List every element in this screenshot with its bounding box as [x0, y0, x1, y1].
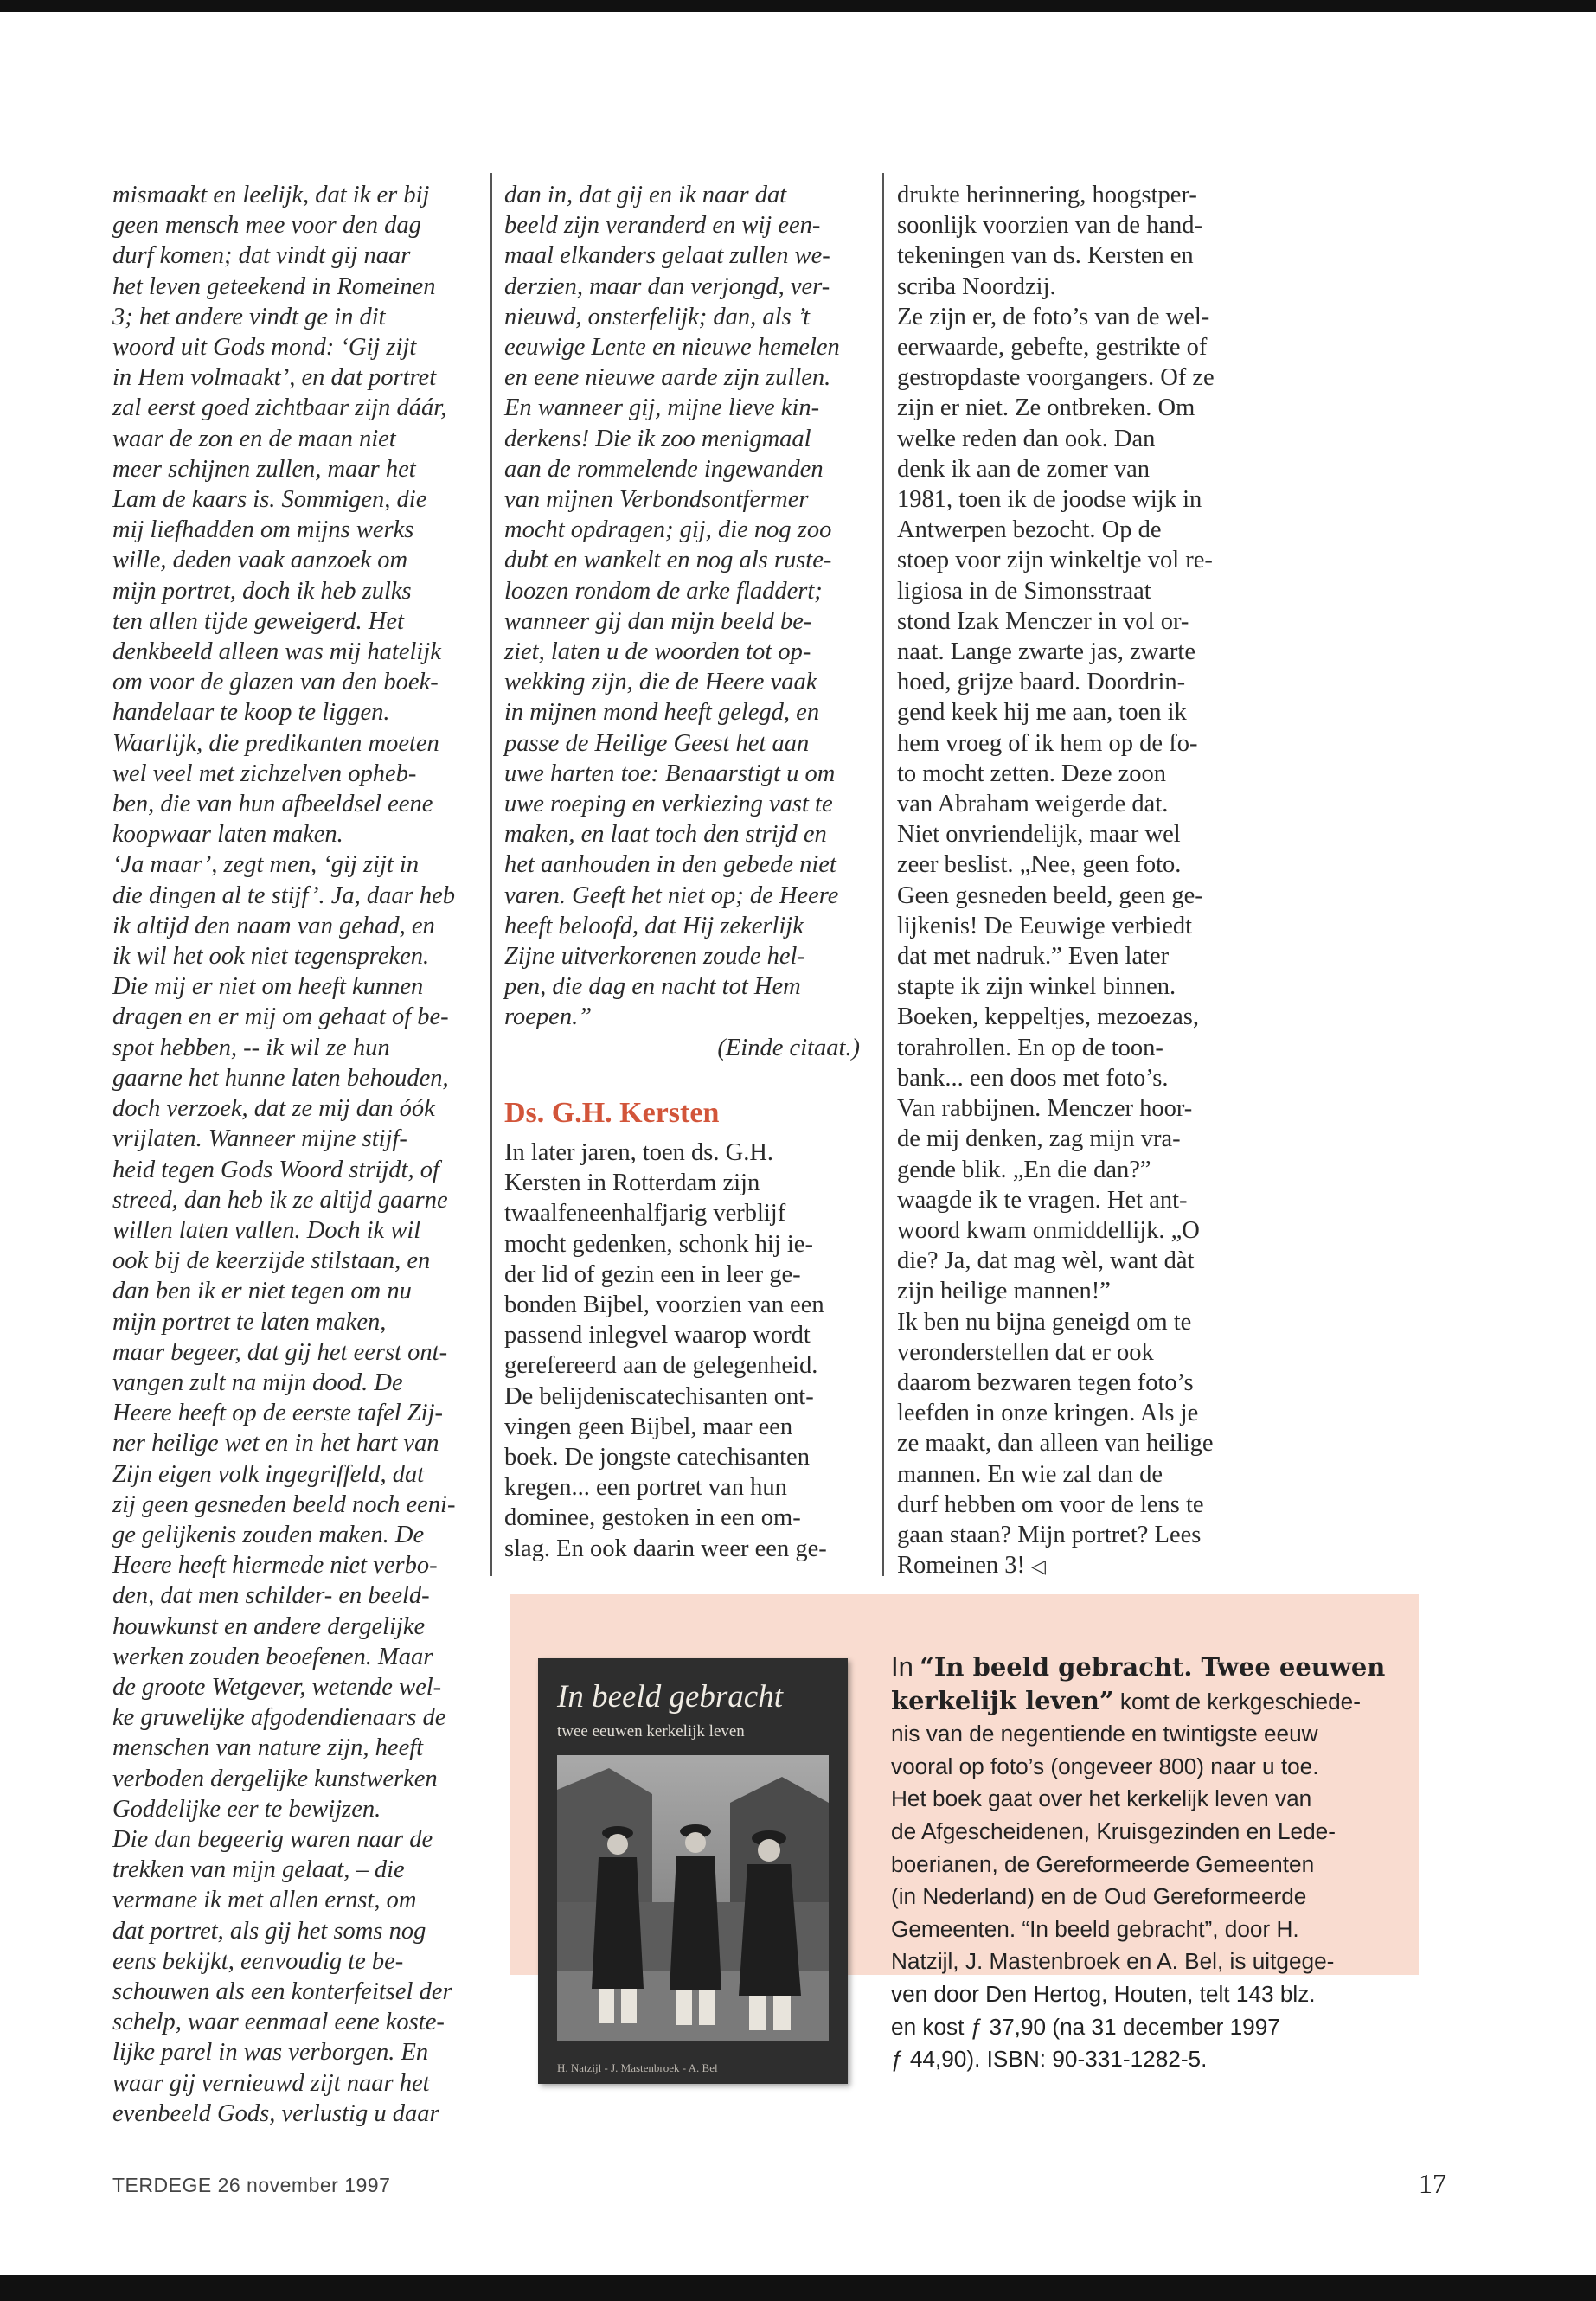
text-line: dominee, gestoken in een om-	[504, 1504, 801, 1532]
text-line: mannen. En wie zal dan de	[897, 1460, 1163, 1488]
quote-line: beeld zijn veranderd en wij een-	[504, 212, 821, 240]
text-line: vermane ik met allen ernst, om	[112, 1887, 417, 1914]
text-line: gestropdaste voorgangers. Of ze	[897, 364, 1215, 392]
quote-line: aan de rommelende ingewanden	[504, 455, 824, 483]
book-description	[891, 1650, 1401, 2076]
text-line: stoep voor zijn winkeltje vol re-	[897, 547, 1213, 574]
quote-line: En wanneer gij, mijne lieve kin-	[504, 394, 820, 422]
text-line: gerefereerd aan de gelegenheid.	[504, 1352, 818, 1380]
text-line: Van rabbijnen. Menczer hoor-	[897, 1095, 1193, 1123]
text-line: ben, die van hun afbeeldsel eene	[112, 791, 433, 818]
text-line: veronderstellen dat er ook	[897, 1338, 1154, 1366]
text-line: handelaar te koop te liggen.	[112, 699, 390, 727]
text-line: Zijn eigen volk ingegriffeld, dat	[112, 1460, 425, 1488]
text-line: In later jaren, toen ds. G.H.	[504, 1138, 774, 1166]
text-line: gende blik. „En die dan?”	[897, 1156, 1151, 1183]
text-line: der lid of gezin een in leer ge-	[504, 1260, 801, 1288]
text-line: de mij denken, zag mijn vra-	[897, 1125, 1181, 1153]
text-line: waar gij vernieuwd zijt naar het	[112, 2069, 430, 2097]
book-description-line: nis van de negentiende en twintigste eeuw	[891, 1721, 1318, 1747]
text-line: verboden dergelijke kunstwerken	[112, 1765, 438, 1792]
text-line: Ik ben nu bijna geneigd om te	[897, 1308, 1192, 1336]
book-cover-title: In beeld gebracht	[557, 1679, 783, 1715]
text-line: Goddelijke eer te bewijzen.	[112, 1795, 381, 1823]
quote-line: passe de Heilige Geest het aan	[504, 729, 810, 757]
quote-line: nieuwd, onsterfelijk; dan, als ’t	[504, 303, 811, 330]
article-column-1	[112, 180, 476, 2129]
quote-line: uwe harten toe: Benaarstigt u om	[504, 760, 836, 787]
text-line: meer schijnen zullen, maar het	[112, 455, 416, 483]
text-line: zijn heilige mannen!”	[897, 1278, 1111, 1305]
text-line: doch verzoek, dat ze mij dan óók	[112, 1095, 435, 1123]
book-description-line: Het boek gaat over het kerkelijk leven van	[891, 1785, 1312, 1812]
text-line: denk ik aan de zomer van	[897, 455, 1150, 483]
text-line: 1981, toen ik de joodse wijk in	[897, 486, 1202, 514]
text-line: woord kwam onmiddellijk. „O	[897, 1216, 1200, 1244]
text-line: gaarne het hunne laten behouden,	[112, 1064, 449, 1092]
text-line: vrijlaten. Wanneer mijne stijf-	[112, 1125, 407, 1153]
text-line: Waarlijk, die predikanten moeten	[112, 729, 439, 757]
text-line: dan ben ik er niet tegen om nu	[112, 1278, 412, 1305]
article-column-2	[504, 180, 872, 1564]
quote-line: wekking zijn, die de Heere vaak	[504, 669, 817, 696]
text-line: lijkenis! De Eeuwige verbiedt	[897, 912, 1193, 939]
quote-line: maal elkanders gelaat zullen we-	[504, 242, 830, 270]
text-line: mismaakt en leelijk, dat ik er bij	[112, 182, 430, 208]
text-line: woord uit Gods mond: ‘Gij zijt	[112, 334, 417, 362]
book-description-line: vooral op foto’s (ongeveer 800) naar u toe.	[891, 1753, 1319, 1779]
text-line: durf hebben om voor de lens te	[897, 1490, 1204, 1518]
publication-footer: TERDEGE 26 november 1997	[112, 2174, 391, 2196]
text-line: Kersten in Rotterdam zijn	[504, 1170, 760, 1197]
text-line: ge gelijkenis zouden maken. De	[112, 1521, 425, 1548]
text-line: Geen gesneden beeld, geen ge-	[897, 881, 1203, 909]
text-line: menschen van nature zijn, heeft	[112, 1734, 424, 1762]
text-line: die? Ja, dat mag wèl, want dàt	[897, 1247, 1195, 1275]
text-line: schouwen als een konterfeitsel der	[112, 1977, 452, 2005]
text-line: zeer beslist. „Nee, geen foto.	[897, 851, 1182, 879]
text-line: het leven geteekend in Romeinen	[112, 272, 436, 300]
quote-line: dan in, dat gij en ik naar dat	[504, 182, 787, 208]
text-line: kregen... een portret van hun	[504, 1474, 787, 1502]
end-of-article-icon: ◁	[1031, 1555, 1047, 1578]
text-line: zij geen gesneden beeld noch eeni-	[112, 1490, 456, 1518]
quote-line: derkens! Die ik zoo menigmaal	[504, 425, 811, 452]
text-line: Antwerpen bezocht. Op de	[897, 516, 1162, 544]
text-line: torahrollen. En op de toon-	[897, 1034, 1163, 1061]
text-line: leefden in onze kringen. Als je	[897, 1400, 1199, 1427]
text-line: Heere heeft hiermede niet verbo-	[112, 1552, 438, 1580]
text-line: vangen zult na mijn dood. De	[112, 1368, 403, 1396]
book-cover-authors: H. Natzijl - J. Mastenbroek - A. Bel	[557, 2061, 718, 2074]
column-divider	[490, 173, 492, 1576]
text-line: gend keek hij me aan, toen ik	[897, 699, 1187, 727]
quote-line: van mijnen Verbondsontfermer	[504, 486, 809, 514]
text-line: ‘Ja maar’, zegt men, ‘gij zijt in	[112, 851, 420, 879]
quote-line: wanneer gij dan mijn beeld be-	[504, 607, 812, 635]
text-line: dat portret, als gij het soms nog	[112, 1917, 426, 1945]
quote-line: roepen.”	[504, 1003, 593, 1031]
text-line: wille, deden vaak aanzoek om	[112, 547, 408, 574]
top-edge-bar	[0, 0, 1596, 12]
text-line: gaan staan? Mijn portret? Lees	[897, 1521, 1202, 1548]
quote-line: mocht opdragen; gij, die nog zoo	[504, 516, 832, 544]
text-line: trekken van mijn gelaat, – die	[112, 1856, 405, 1884]
text-line: Romeinen 3!	[897, 1552, 1026, 1580]
text-line: soonlijk voorzien van de hand-	[897, 212, 1202, 240]
text-line: Die mij er niet om heeft kunnen	[112, 973, 424, 1001]
text-line: van Abraham weigerde dat.	[897, 791, 1169, 818]
text-line: Die dan begeerig waren naar de	[112, 1825, 433, 1853]
text-line: drukte herinnering, hoogstper-	[897, 182, 1197, 208]
book-description-line: boerianen, de Gereformeerde Gemeenten	[891, 1850, 1315, 1877]
text-line: ze maakt, dan alleen van heilige	[897, 1430, 1214, 1458]
text-line: passend inlegvel waarop wordt	[504, 1322, 811, 1349]
text-line: De belijdeniscatechisanten ont-	[504, 1382, 814, 1410]
text-line: scriba Noordzij.	[897, 272, 1056, 300]
text-line: ke gruwelijke afgodendienaars de	[112, 1704, 446, 1732]
text-line: durf komen; dat vindt gij naar	[112, 242, 411, 270]
quote-line: heeft beloofd, dat Hij zekerlijk	[504, 912, 804, 939]
book-description-line: de Afgescheidenen, Kruisgezinden en Lede-	[891, 1817, 1336, 1844]
book-cover-subtitle: twee eeuwen kerkelijk leven	[557, 1722, 745, 1740]
text-line: evenbeeld Gods, verlustig u daar	[112, 2099, 439, 2127]
text-line: 3; het andere vindt ge in dit	[112, 303, 386, 330]
text-line: welke reden dan ook. Dan	[897, 425, 1156, 452]
text-line: houwkunst en andere dergelijke	[112, 1612, 426, 1640]
book-cover-photo	[557, 1755, 829, 2041]
text-line: spot hebben, -- ik wil ze hun	[112, 1034, 390, 1061]
text-line: eens bekijkt, eenvoudig te be-	[112, 1947, 404, 1975]
book-description-line: en kost ƒ 37,90 (na 31 december 1997	[891, 2013, 1280, 2040]
quote-line: Zijne uitverkorenen zoude hel-	[504, 943, 805, 971]
text-line: stapte ik zijn winkel binnen.	[897, 973, 1176, 1001]
text-line: denkbeeld alleen was mij hatelijk	[112, 638, 441, 666]
section-heading: Ds. G.H. Kersten	[504, 1096, 720, 1129]
section-body	[504, 1138, 872, 1564]
book-description-line: komt de kerkgeschiede-	[1119, 1688, 1361, 1715]
quote-continuation	[504, 180, 872, 1033]
text-line: ligiosa in de Simonsstraat	[897, 577, 1151, 605]
text-line: Boeken, keppeltjes, mezoezas,	[897, 1003, 1199, 1031]
text-line: mij liefhadden om mijns werks	[112, 516, 414, 544]
text-line: lijke parel in was verborgen. En	[112, 2039, 429, 2067]
quote-line: eeuwige Lente en nieuwe hemelen	[504, 334, 840, 362]
text-line: hoed, grijze baard. Doordrin-	[897, 669, 1186, 696]
text-line: Lam de kaars is. Sommigen, die	[112, 486, 427, 514]
text-line: schelp, waar eenmaal eene koste-	[112, 2009, 445, 2036]
text-line: stond Izak Menczer in vol or-	[897, 607, 1189, 635]
book-title: “In beeld gebracht. Twee eeuwen kerkelijk leven”	[891, 1652, 1386, 1715]
text-line: mijn portret te laten maken,	[112, 1308, 387, 1336]
text-line	[897, 1550, 1278, 1581]
text-line: willen laten vallen. Doch ik wil	[112, 1216, 421, 1244]
text-line: Ze zijn er, de foto’s van de wel-	[897, 303, 1210, 330]
text-line: heid tegen Gods Woord strijdt, of	[112, 1156, 439, 1183]
text-line: om voor de glazen van den boek-	[112, 669, 439, 696]
text-line: ook bij de keerzijde stilstaan, en	[112, 1247, 431, 1275]
column-divider	[882, 173, 884, 1576]
article-column-3	[897, 180, 1278, 1581]
text-line: twaalfeneenhalfjarig verblijf	[504, 1200, 786, 1227]
text-line: de groote Wetgever, wetende wel-	[112, 1673, 442, 1701]
text-line: maar begeer, dat gij het eerst ont-	[112, 1338, 448, 1366]
text-line: tekeningen van ds. Kersten en	[897, 242, 1194, 270]
book-description-intro: In	[891, 1651, 913, 1682]
book-cover-image	[538, 1658, 848, 2084]
text-line: daarom bezwaren tegen foto’s	[897, 1368, 1194, 1396]
bottom-edge-bar	[0, 2275, 1596, 2301]
text-line: geen mensch mee voor den dag	[112, 212, 421, 240]
quote-end-marker: (Einde citaat.)	[717, 1034, 860, 1061]
text-line: bonden Bijbel, voorzien van een	[504, 1291, 824, 1318]
text-line: dragen en er mij om gehaat of be-	[112, 1003, 449, 1031]
text-line: werken zouden beoefenen. Maar	[112, 1643, 433, 1670]
text-line: hem vroeg of ik hem op de fo-	[897, 729, 1198, 757]
text-line: streed, dan heb ik ze altijd gaarne	[112, 1186, 448, 1214]
text-line: wel veel met zichzelven opheb-	[112, 760, 417, 787]
page-number: 17	[1419, 2168, 1446, 2199]
text-line: naat. Lange zwarte jas, zwarte	[897, 638, 1195, 666]
text-line: mijn portret, doch ik heb zulks	[112, 577, 412, 605]
quote-line: maken, en laat toch den strijd en	[504, 821, 827, 849]
text-line: ik wil het ook niet tegenspreken.	[112, 943, 430, 971]
quote-line: dubt en wankelt en nog als ruste-	[504, 547, 832, 574]
quote-line: varen. Geeft het niet op; de Heere	[504, 881, 839, 909]
quote-line: ziet, laten u de woorden tot op-	[504, 638, 811, 666]
text-line: zal eerst goed zichtbaar zijn dáár,	[112, 394, 447, 422]
text-line: boek. De jongste catechisanten	[504, 1443, 810, 1471]
text-line: ner heilige wet en in het hart van	[112, 1430, 439, 1458]
text-line: dat met nadruk.” Even later	[897, 943, 1170, 971]
quote-line: het aanhouden in den gebede niet	[504, 851, 836, 879]
text-line: bank... een doos met foto’s.	[897, 1064, 1169, 1092]
book-description-line: ƒ 44,90). ISBN: 90-331-1282-5.	[891, 2046, 1208, 2073]
text-line: ik altijd den naam van gehad, en	[112, 912, 435, 939]
quote-line: uwe roeping en verkiezing vast te	[504, 791, 833, 818]
quote-line: en eene nieuwe aarde zijn zullen.	[504, 364, 831, 392]
text-line: in Hem volmaakt’, en dat portret	[112, 364, 437, 392]
book-description-line: ven door Den Hertog, Houten, telt 143 blz.	[891, 1980, 1316, 2007]
text-line: koopwaar laten maken.	[112, 821, 343, 849]
text-line: slag. En ook daarin weer een ge-	[504, 1535, 827, 1562]
text-line: Heere heeft op de eerste tafel Zij-	[112, 1400, 443, 1427]
text-line: zijn er niet. Ze ontbreken. Om	[897, 394, 1195, 422]
book-description-line: (in Nederland) en de Oud Gereformeerde	[891, 1883, 1307, 1910]
book-description-line: Natzijl, J. Mastenbroek en A. Bel, is uitgege-	[891, 1948, 1335, 1975]
book-description-line: Gemeenten. “In beeld gebracht”, door H.	[891, 1915, 1299, 1942]
text-line: ten allen tijde geweigerd. Het	[112, 607, 404, 635]
quote-line: in mijnen mond heeft gelegd, en	[504, 699, 820, 727]
text-line: die dingen al te stijf’. Ja, daar heb	[112, 881, 456, 909]
text-line: waagde ik te vragen. Het ant-	[897, 1186, 1188, 1214]
text-line: vingen geen Bijbel, maar een	[504, 1413, 793, 1440]
text-line: to mocht zetten. Deze zoon	[897, 760, 1166, 787]
quote-line: pen, die dag en nacht tot Hem	[504, 973, 801, 1001]
text-line: eerwaarde, gebefte, gestrikte of	[897, 334, 1208, 362]
text-line: den, dat men schilder- en beeld-	[112, 1582, 430, 1610]
text-line: waar de zon en de maan niet	[112, 425, 396, 452]
text-line: Niet onvriendelijk, maar wel	[897, 821, 1181, 849]
quote-line: derzien, maar dan verjongd, ver-	[504, 272, 830, 300]
text-line: mocht gedenken, schonk hij ie-	[504, 1230, 813, 1258]
quote-line: loozen rondom de arke fladdert;	[504, 577, 823, 605]
